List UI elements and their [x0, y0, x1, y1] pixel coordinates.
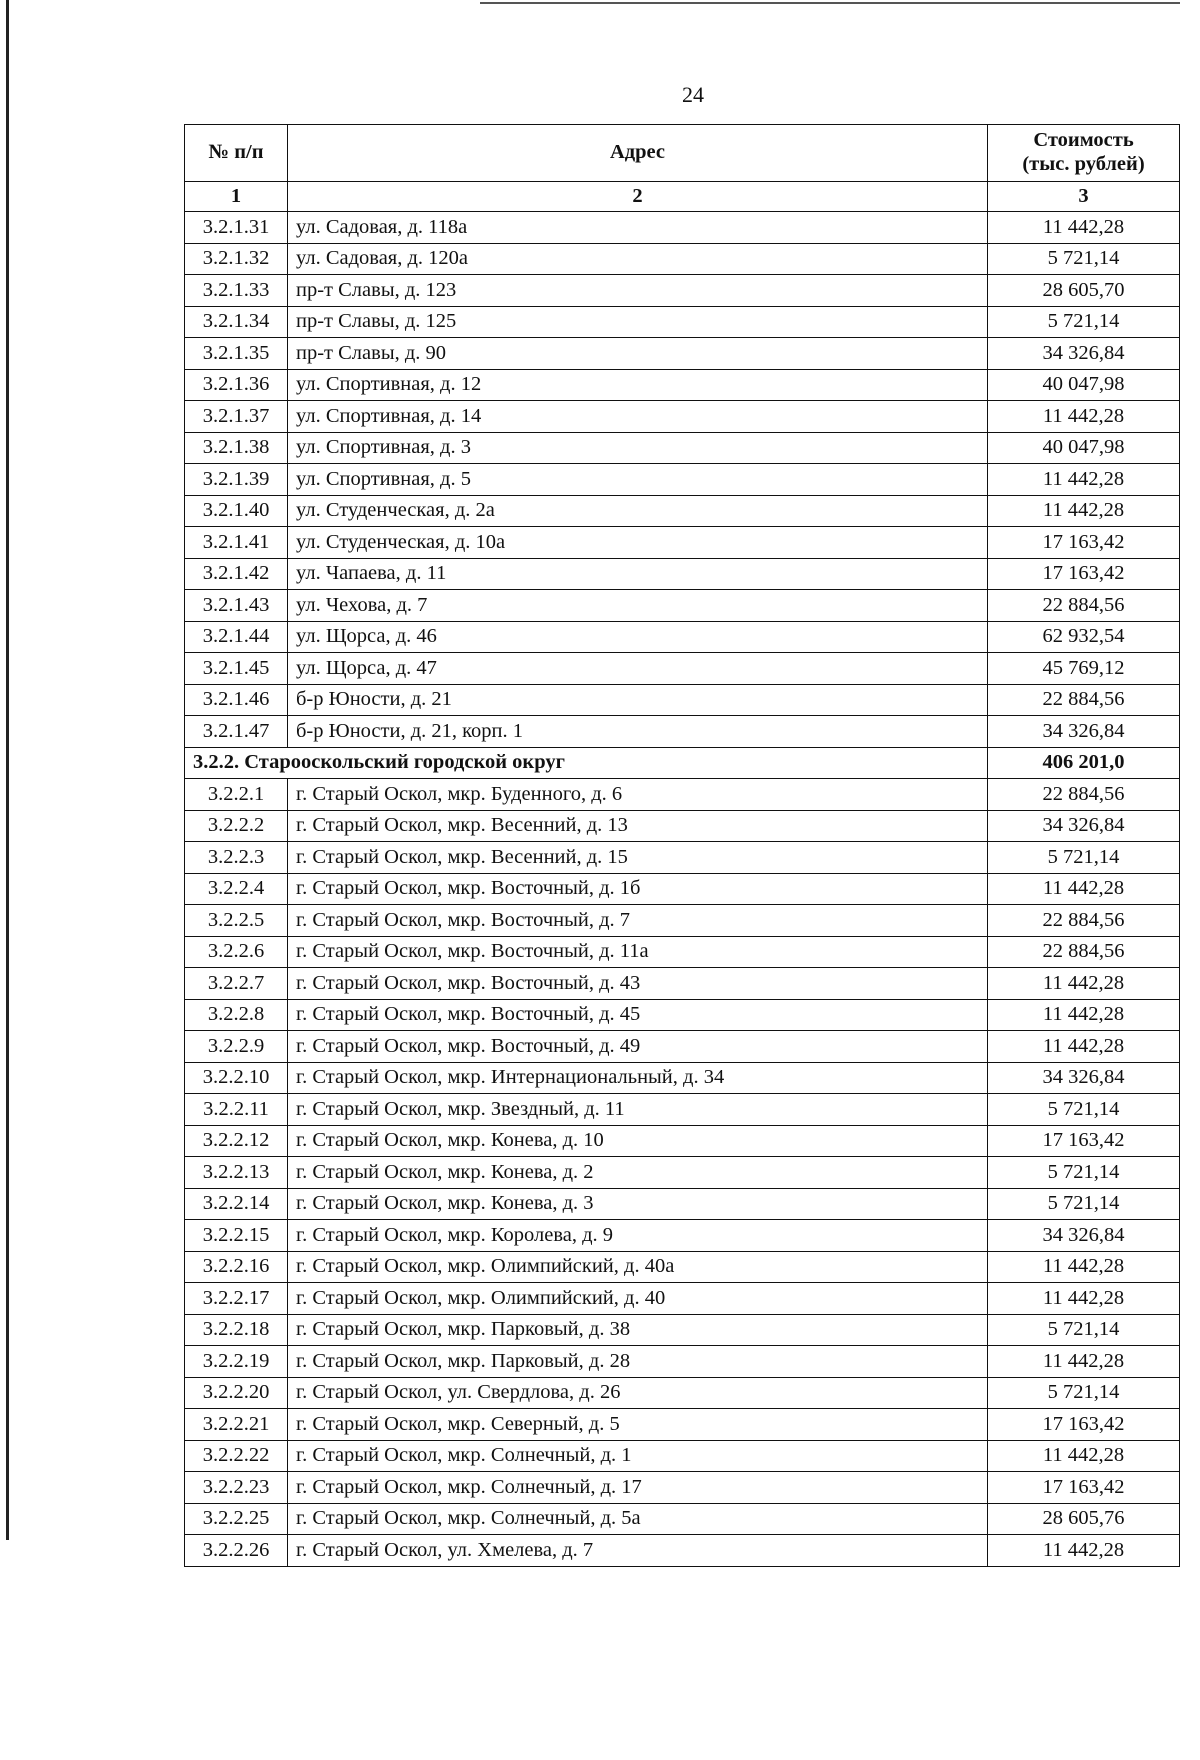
row-address: г. Старый Оскол, мкр. Конева, д. 10 — [288, 1125, 988, 1157]
table-header-row — [185, 125, 1180, 182]
row-address: г. Старый Оскол, мкр. Олимпийский, д. 40 — [288, 1283, 988, 1315]
row-cost: 5 721,14 — [988, 1188, 1180, 1220]
header-cost — [988, 125, 1180, 182]
row-cost: 17 163,42 — [988, 1409, 1180, 1441]
row-number: 3.2.2.6 — [185, 936, 288, 968]
row-cost: 22 884,56 — [988, 905, 1180, 937]
row-cost: 11 442,28 — [988, 1283, 1180, 1315]
row-cost: 5 721,14 — [988, 243, 1180, 275]
row-number: 3.2.2.1 — [185, 779, 288, 811]
row-address: пр-т Славы, д. 90 — [288, 338, 988, 370]
row-address: г. Старый Оскол, мкр. Солнечный, д. 5а — [288, 1503, 988, 1535]
table-row — [185, 1125, 1180, 1157]
row-number: 3.2.1.31 — [185, 212, 288, 244]
table-row — [185, 810, 1180, 842]
row-cost: 11 442,28 — [988, 1535, 1180, 1567]
table-row — [185, 1503, 1180, 1535]
table-row — [185, 590, 1180, 622]
row-cost: 11 442,28 — [988, 968, 1180, 1000]
row-cost: 17 163,42 — [988, 527, 1180, 559]
table-row — [185, 1314, 1180, 1346]
row-address: ул. Чехова, д. 7 — [288, 590, 988, 622]
row-address: г. Старый Оскол, мкр. Солнечный, д. 1 — [288, 1440, 988, 1472]
row-address: г. Старый Оскол, мкр. Восточный, д. 11а — [288, 936, 988, 968]
row-address: ул. Спортивная, д. 5 — [288, 464, 988, 496]
row-cost: 22 884,56 — [988, 936, 1180, 968]
row-number: 3.2.2.7 — [185, 968, 288, 1000]
table-row — [185, 968, 1180, 1000]
row-address: г. Старый Оскол, мкр. Восточный, д. 7 — [288, 905, 988, 937]
table-row — [185, 1377, 1180, 1409]
row-address: г. Старый Оскол, мкр. Парковый, д. 28 — [288, 1346, 988, 1378]
row-number: 3.2.1.45 — [185, 653, 288, 685]
row-cost: 34 326,84 — [988, 810, 1180, 842]
table-row — [185, 873, 1180, 905]
row-cost: 11 442,28 — [988, 464, 1180, 496]
row-address: г. Старый Оскол, мкр. Конева, д. 2 — [288, 1157, 988, 1189]
row-cost: 17 163,42 — [988, 1472, 1180, 1504]
row-address: ул. Садовая, д. 120а — [288, 243, 988, 275]
row-cost: 5 721,14 — [988, 1314, 1180, 1346]
row-cost: 17 163,42 — [988, 558, 1180, 590]
table-row — [185, 905, 1180, 937]
row-address: б-р Юности, д. 21 — [288, 684, 988, 716]
row-address: г. Старый Оскол, мкр. Парковый, д. 38 — [288, 1314, 988, 1346]
row-number: 3.2.1.46 — [185, 684, 288, 716]
row-address: г. Старый Оскол, мкр. Восточный, д. 1б — [288, 873, 988, 905]
row-cost: 11 442,28 — [988, 495, 1180, 527]
row-number: 3.2.2.5 — [185, 905, 288, 937]
row-number: 3.2.2.9 — [185, 1031, 288, 1063]
row-number: 3.2.1.41 — [185, 527, 288, 559]
table-row — [185, 1409, 1180, 1441]
row-address: г. Старый Оскол, мкр. Восточный, д. 49 — [288, 1031, 988, 1063]
row-address: пр-т Славы, д. 125 — [288, 306, 988, 338]
row-address: г. Старый Оскол, мкр. Северный, д. 5 — [288, 1409, 988, 1441]
row-number: 3.2.2.26 — [185, 1535, 288, 1567]
row-cost: 45 769,12 — [988, 653, 1180, 685]
table-row — [185, 432, 1180, 464]
row-address: г. Старый Оскол, мкр. Олимпийский, д. 40а — [288, 1251, 988, 1283]
row-cost: 11 442,28 — [988, 212, 1180, 244]
table-row — [185, 1472, 1180, 1504]
row-number: 3.2.2.19 — [185, 1346, 288, 1378]
row-cost: 40 047,98 — [988, 369, 1180, 401]
row-address: г. Старый Оскол, мкр. Весенний, д. 15 — [288, 842, 988, 874]
table-row — [185, 275, 1180, 307]
row-cost: 11 442,28 — [988, 999, 1180, 1031]
section-row — [185, 747, 1180, 779]
row-address: ул. Спортивная, д. 12 — [288, 369, 988, 401]
header-cost-title: Стоимость — [1033, 129, 1134, 152]
row-number: 3.2.2.18 — [185, 1314, 288, 1346]
row-cost: 11 442,28 — [988, 401, 1180, 433]
row-number: 3.2.2.15 — [185, 1220, 288, 1252]
header-address: Адрес — [288, 125, 988, 182]
row-cost: 22 884,56 — [988, 779, 1180, 811]
row-cost: 40 047,98 — [988, 432, 1180, 464]
table-row — [185, 1188, 1180, 1220]
table-row — [185, 1031, 1180, 1063]
row-number: 3.2.2.17 — [185, 1283, 288, 1315]
row-number: 3.2.2.8 — [185, 999, 288, 1031]
row-address: г. Старый Оскол, мкр. Восточный, д. 45 — [288, 999, 988, 1031]
row-address: б-р Юности, д. 21, корп. 1 — [288, 716, 988, 748]
table-row — [185, 684, 1180, 716]
row-cost: 11 442,28 — [988, 1031, 1180, 1063]
table-row — [185, 842, 1180, 874]
row-address: г. Старый Оскол, ул. Хмелева, д. 7 — [288, 1535, 988, 1567]
row-number: 3.2.2.13 — [185, 1157, 288, 1189]
row-number: 3.2.1.40 — [185, 495, 288, 527]
row-cost: 5 721,14 — [988, 1377, 1180, 1409]
row-number: 3.2.1.36 — [185, 369, 288, 401]
table-row — [185, 1094, 1180, 1126]
table-row — [185, 653, 1180, 685]
table-row — [185, 1283, 1180, 1315]
row-address: г. Старый Оскол, мкр. Весенний, д. 13 — [288, 810, 988, 842]
row-address: ул. Спортивная, д. 14 — [288, 401, 988, 433]
row-number: 3.2.1.44 — [185, 621, 288, 653]
row-address: ул. Студенческая, д. 2а — [288, 495, 988, 527]
row-number: 3.2.2.3 — [185, 842, 288, 874]
row-number: 3.2.2.11 — [185, 1094, 288, 1126]
row-number: 3.2.1.38 — [185, 432, 288, 464]
table-row — [185, 464, 1180, 496]
row-address: г. Старый Оскол, мкр. Звездный, д. 11 — [288, 1094, 988, 1126]
row-number: 3.2.2.16 — [185, 1251, 288, 1283]
row-cost: 5 721,14 — [988, 1157, 1180, 1189]
row-number: 3.2.1.32 — [185, 243, 288, 275]
column-number-3: 3 — [988, 182, 1180, 212]
row-number: 3.2.1.39 — [185, 464, 288, 496]
row-cost: 5 721,14 — [988, 1094, 1180, 1126]
row-address: ул. Спортивная, д. 3 — [288, 432, 988, 464]
row-number: 3.2.1.33 — [185, 275, 288, 307]
row-address: г. Старый Оскол, мкр. Конева, д. 3 — [288, 1188, 988, 1220]
table-row — [185, 1346, 1180, 1378]
row-number: 3.2.1.43 — [185, 590, 288, 622]
row-cost: 11 442,28 — [988, 1251, 1180, 1283]
table-row — [185, 527, 1180, 559]
row-cost: 22 884,56 — [988, 590, 1180, 622]
row-number: 3.2.2.2 — [185, 810, 288, 842]
page-top-line — [480, 2, 1180, 4]
section-total: 406 201,0 — [988, 747, 1180, 779]
row-number: 3.2.2.20 — [185, 1377, 288, 1409]
table-row — [185, 212, 1180, 244]
table-body — [185, 212, 1180, 1567]
row-number: 3.2.2.4 — [185, 873, 288, 905]
table-row — [185, 779, 1180, 811]
row-address: г. Старый Оскол, ул. Свердлова, д. 26 — [288, 1377, 988, 1409]
row-address: ул. Чапаева, д. 11 — [288, 558, 988, 590]
row-address: г. Старый Оскол, мкр. Восточный, д. 43 — [288, 968, 988, 1000]
table-row — [185, 495, 1180, 527]
row-cost: 28 605,70 — [988, 275, 1180, 307]
row-address: ул. Студенческая, д. 10а — [288, 527, 988, 559]
column-number-2: 2 — [288, 182, 988, 212]
row-cost: 5 721,14 — [988, 306, 1180, 338]
row-address: ул. Садовая, д. 118а — [288, 212, 988, 244]
row-number: 3.2.2.22 — [185, 1440, 288, 1472]
row-address: ул. Щорса, д. 47 — [288, 653, 988, 685]
page-number: 24 — [682, 82, 704, 107]
table-row — [185, 999, 1180, 1031]
row-address: г. Старый Оскол, мкр. Интернациональный, д. 34 — [288, 1062, 988, 1094]
row-number: 3.2.2.14 — [185, 1188, 288, 1220]
cost-table — [184, 124, 1180, 1567]
table-column-numbers-row — [185, 182, 1180, 212]
header-number: № п/п — [185, 125, 288, 182]
row-cost: 11 442,28 — [988, 1440, 1180, 1472]
table-row — [185, 558, 1180, 590]
table-row — [185, 936, 1180, 968]
section-title: 3.2.2. Старооскольский городской округ — [185, 747, 988, 779]
row-number: 3.2.1.35 — [185, 338, 288, 370]
row-number: 3.2.2.23 — [185, 1472, 288, 1504]
row-address: ул. Щорса, д. 46 — [288, 621, 988, 653]
table-row — [185, 1157, 1180, 1189]
row-number: 3.2.1.47 — [185, 716, 288, 748]
row-cost: 28 605,76 — [988, 1503, 1180, 1535]
row-cost: 34 326,84 — [988, 716, 1180, 748]
table-row — [185, 621, 1180, 653]
table-row — [185, 1220, 1180, 1252]
table-row — [185, 401, 1180, 433]
row-number: 3.2.2.21 — [185, 1409, 288, 1441]
table-row — [185, 1535, 1180, 1567]
table-row — [185, 338, 1180, 370]
row-cost: 22 884,56 — [988, 684, 1180, 716]
row-number: 3.2.1.34 — [185, 306, 288, 338]
row-number: 3.2.1.37 — [185, 401, 288, 433]
table-row — [185, 716, 1180, 748]
row-cost: 34 326,84 — [988, 338, 1180, 370]
row-cost: 11 442,28 — [988, 1346, 1180, 1378]
table-row — [185, 1062, 1180, 1094]
row-address: г. Старый Оскол, мкр. Солнечный, д. 17 — [288, 1472, 988, 1504]
table-row — [185, 243, 1180, 275]
row-address: г. Старый Оскол, мкр. Королева, д. 9 — [288, 1220, 988, 1252]
page-edge-line — [6, 0, 9, 1540]
row-cost: 34 326,84 — [988, 1220, 1180, 1252]
table-row — [185, 1440, 1180, 1472]
row-cost: 17 163,42 — [988, 1125, 1180, 1157]
row-cost: 62 932,54 — [988, 621, 1180, 653]
table-row — [185, 1251, 1180, 1283]
header-cost-unit: (тыс. рублей) — [1022, 153, 1145, 175]
table-row — [185, 369, 1180, 401]
row-cost: 5 721,14 — [988, 842, 1180, 874]
row-number: 3.2.2.10 — [185, 1062, 288, 1094]
row-number: 3.2.2.25 — [185, 1503, 288, 1535]
table-row — [185, 306, 1180, 338]
row-cost: 11 442,28 — [988, 873, 1180, 905]
row-address: пр-т Славы, д. 123 — [288, 275, 988, 307]
row-number: 3.2.2.12 — [185, 1125, 288, 1157]
row-number: 3.2.1.42 — [185, 558, 288, 590]
row-cost: 34 326,84 — [988, 1062, 1180, 1094]
row-address: г. Старый Оскол, мкр. Буденного, д. 6 — [288, 779, 988, 811]
column-number-1: 1 — [185, 182, 288, 212]
